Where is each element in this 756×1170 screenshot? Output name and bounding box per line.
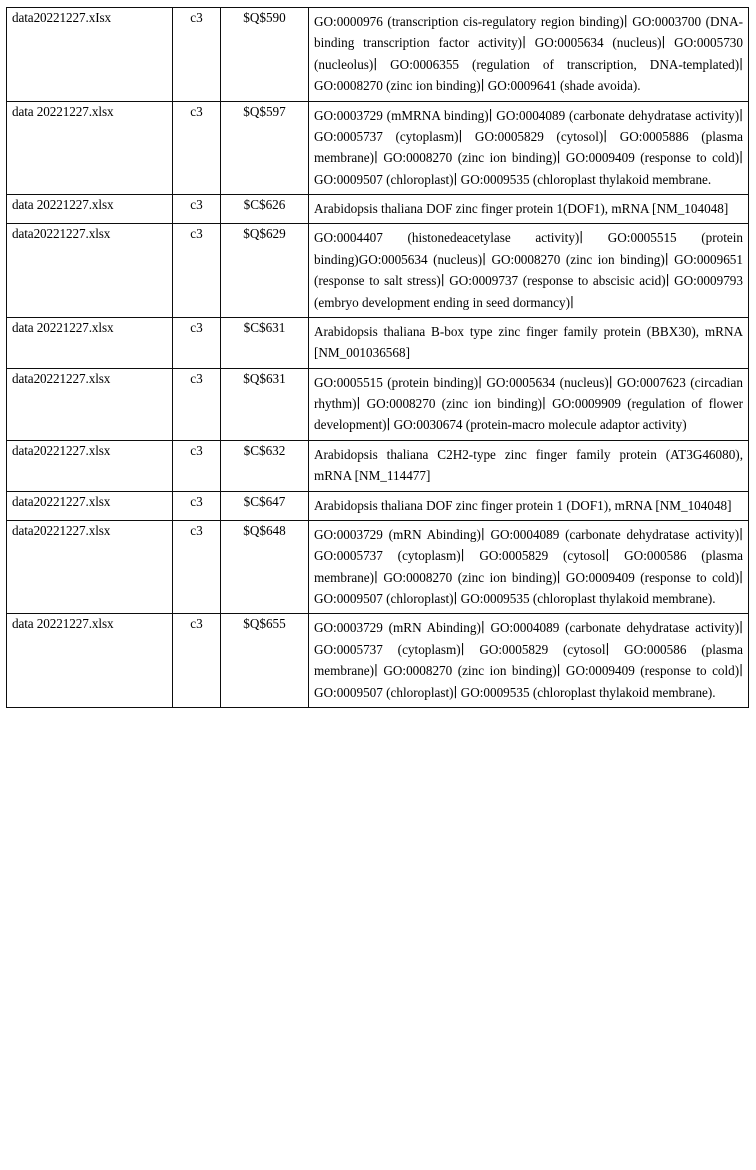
- cell-reference-cell: $C$632: [221, 440, 309, 491]
- code-cell: c3: [173, 224, 221, 318]
- cell-reference-cell: $Q$590: [221, 8, 309, 102]
- code-cell: c3: [173, 368, 221, 440]
- table-row: [7, 520, 749, 614]
- gene-ontology-annotation-table: [6, 7, 749, 708]
- code-cell: c3: [173, 195, 221, 224]
- table-row: [7, 8, 749, 102]
- source-file-cell: data20221227.xlsx: [7, 440, 173, 491]
- code-cell: c3: [173, 491, 221, 520]
- cell-reference-cell: $Q$631: [221, 368, 309, 440]
- annotation-cell: GO:0003729 (mRN Abinding)∣ GO:0004089 (carbonate dehydratase activity)∣ GO:0005737 (cytoplasm)∣ GO:0005829 (cytosol∣ GO:000586 (plasma membrane)∣ GO:0008270 (zinc ion binding)∣ GO:0009409 (response to cold)∣ GO:0009507 (chloroplast)∣ GO:0009535 (chloroplast thylakoid membrane).: [309, 520, 749, 614]
- code-cell: c3: [173, 8, 221, 102]
- table-body: [7, 8, 749, 708]
- annotation-cell: GO:0003729 (mRN Abinding)∣ GO:0004089 (carbonate dehydratase activity)∣ GO:0005737 (cytoplasm)∣ GO:0005829 (cytosol∣ GO:000586 (plasma membrane)∣ GO:0008270 (zinc ion binding)∣ GO:0009409 (response to cold)∣ GO:0009507 (chloroplast)∣ GO:0009535 (chloroplast thylakoid membrane).: [309, 614, 749, 708]
- table-row: [7, 614, 749, 708]
- cell-reference-cell: $C$631: [221, 317, 309, 368]
- source-file-cell: data 20221227.xlsx: [7, 101, 173, 195]
- code-cell: c3: [173, 614, 221, 708]
- source-file-cell: data20221227.xlsx: [7, 368, 173, 440]
- source-file-cell: data20221227.xIsx: [7, 8, 173, 102]
- annotation-cell: GO:0004407 (histonedeacetylase activity)∣ GO:0005515 (protein binding)GO:0005634 (nucleus)∣ GO:0008270 (zinc ion binding)∣ GO:0009651 (response to salt stress)∣ GO:0009737 (response to abscisic acid)∣ GO:0009793 (embryo development ending in seed dormancy)∣: [309, 224, 749, 318]
- annotation-cell: Arabidopsis thaliana DOF zinc finger protein 1(DOF1), mRNA [NM_104048]: [309, 195, 749, 224]
- source-file-cell: data 20221227.xlsx: [7, 195, 173, 224]
- annotation-cell: Arabidopsis thaliana B-box type zinc finger family protein (BBX30), mRNA [NM_001036568]: [309, 317, 749, 368]
- cell-reference-cell: $Q$648: [221, 520, 309, 614]
- annotation-cell: GO:0005515 (protein binding)∣ GO:0005634 (nucleus)∣ GO:0007623 (circadian rhythm)∣ GO:0008270 (zinc ion binding)∣ GO:0009909 (regulation of flower development)∣ GO:0030674 (protein-macro molecule adaptor activity): [309, 368, 749, 440]
- source-file-cell: data20221227.xlsx: [7, 520, 173, 614]
- cell-reference-cell: $Q$597: [221, 101, 309, 195]
- table-row: [7, 195, 749, 224]
- cell-reference-cell: $C$626: [221, 195, 309, 224]
- annotation-cell: Arabidopsis thaliana C2H2-type zinc finger family protein (AT3G46080), mRNA [NM_114477]: [309, 440, 749, 491]
- table-row: [7, 317, 749, 368]
- table-row: [7, 224, 749, 318]
- table-row: [7, 368, 749, 440]
- annotation-cell: GO:0000976 (transcription cis-regulatory region binding)∣ GO:0003700 (DNA-binding transcription factor activity)∣ GO:0005634 (nucleus)∣ GO:0005730 (nucleolus)∣ GO:0006355 (regulation of transcription, DNA-templated)∣ GO:0008270 (zinc ion binding)∣ GO:0009641 (shade avoida).: [309, 8, 749, 102]
- code-cell: c3: [173, 317, 221, 368]
- source-file-cell: data20221227.xlsx: [7, 224, 173, 318]
- source-file-cell: data20221227.xlsx: [7, 491, 173, 520]
- code-cell: c3: [173, 440, 221, 491]
- table-row: [7, 101, 749, 195]
- annotation-cell: GO:0003729 (mMRNA binding)∣ GO:0004089 (carbonate dehydratase activity)∣ GO:0005737 (cytoplasm)∣ GO:0005829 (cytosol)∣ GO:0005886 (plasma membrane)∣ GO:0008270 (zinc ion binding)∣ GO:0009409 (response to cold)∣ GO:0009507 (chloroplast)∣ GO:0009535 (chloroplast thylakoid membrane.: [309, 101, 749, 195]
- annotation-cell: Arabidopsis thaliana DOF zinc finger protein 1 (DOF1), mRNA [NM_104048]: [309, 491, 749, 520]
- cell-reference-cell: $C$647: [221, 491, 309, 520]
- source-file-cell: data 20221227.xlsx: [7, 317, 173, 368]
- cell-reference-cell: $Q$655: [221, 614, 309, 708]
- cell-reference-cell: $Q$629: [221, 224, 309, 318]
- code-cell: c3: [173, 101, 221, 195]
- source-file-cell: data 20221227.xlsx: [7, 614, 173, 708]
- table-row: [7, 440, 749, 491]
- table-row: [7, 491, 749, 520]
- code-cell: c3: [173, 520, 221, 614]
